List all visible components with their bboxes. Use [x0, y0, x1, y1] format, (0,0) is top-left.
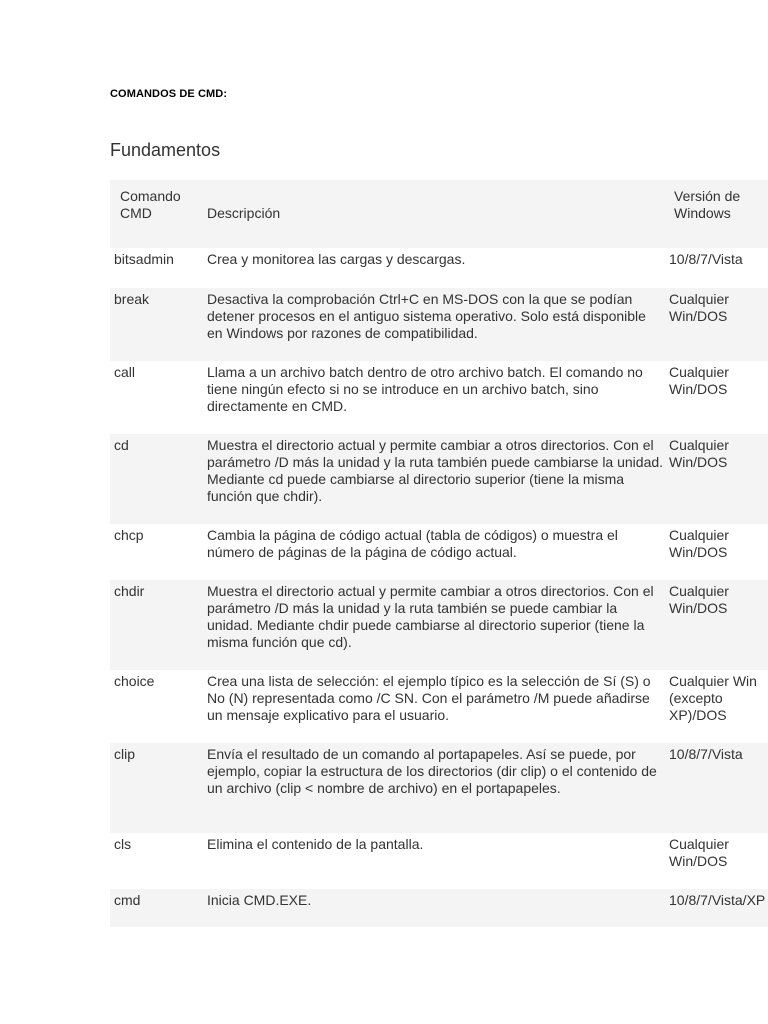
command-cell: cmd	[110, 889, 203, 927]
command-cell: chcp	[114, 527, 144, 543]
description-cell: Elimina el contenido de la pantalla.	[207, 836, 424, 852]
description-cell: Inicia CMD.EXE.	[203, 889, 669, 927]
version-cell: Cualquier Win (excepto XP)/DOS	[669, 673, 757, 723]
command-cell: choice	[114, 673, 155, 689]
version-cell: Cualquier Win/DOS	[669, 364, 729, 397]
version-cell: Cualquier Win/DOS	[669, 580, 768, 670]
command-cell: chdir	[110, 580, 203, 670]
version-cell: 10/8/7/Vista	[669, 743, 768, 833]
table-row	[110, 524, 768, 580]
description-cell: Crea y monitorea las cargas y descargas.	[207, 251, 466, 267]
command-cell: bitsadmin	[114, 251, 174, 267]
description-cell: Desactiva la comprobación Ctrl+C en MS-DOS con la que se podían detener procesos en el antiguo sistema operativo. Solo está disponible en Windows por razones de compatibilidad.	[203, 288, 669, 361]
table-row	[110, 288, 768, 361]
table-row	[110, 889, 768, 927]
table-row	[110, 833, 768, 889]
description-cell: Muestra el directorio actual y permite cambiar a otros directorios. Con el parámetro /D más la unidad y la ruta también puede cambiarse la unidad. Mediante cd puede cambiarse al directorio superior (tiene la misma función que chdir).	[203, 434, 669, 524]
version-cell: 10/8/7/Vista/XP	[669, 889, 768, 927]
table-row	[110, 743, 768, 833]
version-cell: Cualquier Win/DOS	[669, 836, 729, 869]
description-cell: Envía el resultado de un comando al portapapeles. Así se puede, por ejemplo, copiar la estructura de los directorios (dir clip) o el contenido de un archivo (clip < nombre de archivo) en el portapapeles.	[203, 743, 669, 833]
command-cell: call	[114, 364, 136, 380]
section-title: Fundamentos	[110, 140, 221, 160]
version-cell: Cualquier Win/DOS	[669, 288, 768, 361]
table-row	[110, 434, 768, 524]
description-cell: Muestra el directorio actual y permite cambiar a otros directorios. Con el parámetro /D más la unidad y la ruta también se puede cambiar la unidad. Mediante chdir puede cambiarse al directorio superior (tiene la misma función que cd).	[203, 580, 669, 670]
table-row	[110, 248, 768, 288]
version-cell: 10/8/7/Vista	[669, 251, 743, 267]
version-cell: Cualquier Win/DOS	[669, 434, 768, 524]
description-cell: Crea una lista de selección: el ejemplo típico es la selección de Sí (S) o No (N) representada como /C SN. Con el parámetro /M puede añadirse un mensaje explicativo para el usuario.	[207, 673, 651, 723]
command-cell: cd	[110, 434, 203, 524]
document-heading: COMANDOS DE CMD:	[110, 88, 228, 100]
commands-table	[110, 180, 768, 927]
description-cell: Llama a un archivo batch dentro de otro archivo batch. El comando no tiene ningún efecto si no se introduce en un archivo batch, sino directamente en CMD.	[207, 364, 643, 414]
command-cell: break	[110, 288, 203, 361]
command-cell: clip	[110, 743, 203, 833]
header-version: Versión de Windows	[669, 180, 768, 248]
header-command: Comando CMD	[110, 180, 203, 248]
description-cell: Cambia la página de código actual (tabla de códigos) o muestra el número de páginas de la página de código actual.	[207, 527, 618, 560]
header-description: Descripción	[203, 180, 669, 248]
table-row	[110, 361, 768, 434]
command-cell: cls	[114, 836, 132, 852]
table-row	[110, 580, 768, 670]
table-row	[110, 670, 768, 743]
table-header-row	[110, 180, 768, 248]
version-cell: Cualquier Win/DOS	[669, 527, 729, 560]
